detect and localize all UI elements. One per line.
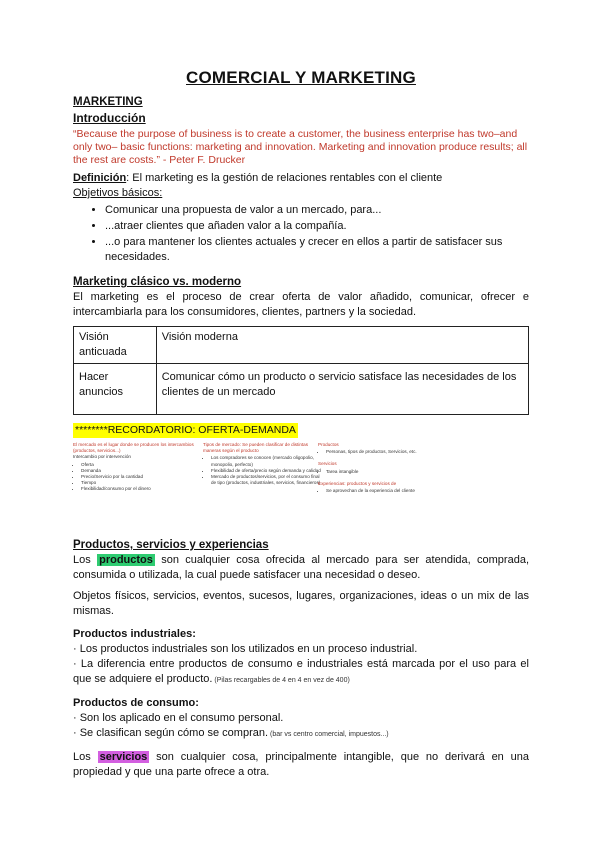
consumer-line-1: · Son los aplicado en el consumo personal. — [73, 712, 284, 724]
consumer-note: (bar vs centro comercial, impuestos...) — [268, 731, 389, 738]
image-col1-item: • Demanda — [81, 468, 201, 474]
vision-table — [73, 326, 529, 415]
image-col2-item: • Flexibilidad de oferta/precio según demanda y calidad — [211, 468, 323, 474]
text-span: · La diferencia entre productos de consumo e industriales está marcada por el uso para el que se adquiere el producto. — [73, 658, 529, 685]
section-heading: MARKETING — [73, 96, 143, 108]
objective-item: • Comunicar una propuesta de valor a un mercado, para... — [105, 203, 529, 218]
image-col2-item: • Los compradores se conocen (mercado oligopolio, monopolio, perfecto) — [211, 455, 323, 467]
products-paragraph-1 — [73, 553, 529, 583]
image-col2-list — [203, 455, 323, 486]
intro-heading: Introducción — [73, 111, 146, 125]
objectives-list — [73, 203, 529, 265]
objective-item: • ...o para mantener los clientes actuales y crecer en ellos a partir de satisfacer sus necesidades. — [105, 235, 529, 265]
text-span: son cualquier cosa ofrecida al mercado para ser atendida, comprada, consumida o utilizada, la cual puede satisfacer una necesidad o deseo. — [73, 554, 529, 581]
document-page — [73, 70, 529, 780]
table-header-row — [74, 327, 529, 364]
image-col3-item: • Se aprovechan de la experiencia del cliente — [326, 488, 418, 494]
image-col2-title: Tipos de mercado: Se pueden clasificar de distintas maneras según el producto — [203, 442, 309, 454]
table-header: Visión moderna — [156, 327, 528, 364]
image-col1-item: • Oferta — [81, 462, 201, 468]
supply-demand-image — [73, 442, 529, 532]
objectives-title: Objetivos básicos: — [73, 187, 163, 199]
consumer-line-2 — [73, 726, 529, 742]
table-row — [74, 364, 529, 415]
image-col1-list — [73, 462, 201, 493]
image-col3-list3 — [318, 488, 418, 494]
image-column-products — [318, 442, 418, 494]
products-heading: Productos, servicios y experiencias — [73, 539, 269, 551]
image-col1-item: • Tiempo — [81, 480, 201, 486]
image-col1-item: • Precio/Servicio por la cantidad — [81, 474, 201, 480]
consumer-heading: Productos de consumo: — [73, 697, 199, 709]
image-col1-item: • Flexibilidad/consumo por el dinero — [81, 486, 201, 492]
definition-text: : El marketing es la gestión de relaciones rentables con el cliente — [126, 172, 443, 184]
table-cell: Hacer anuncios — [74, 364, 157, 415]
image-col1-title: El mercado es el lugar donde se producen los intercambios (productos, servicios...) — [73, 442, 194, 454]
highlight-productos: productos — [99, 554, 153, 566]
table-cell: Comunicar cómo un producto o servicio satisface las necesidades de los clientes de un mercado — [156, 364, 528, 415]
image-col3-r2: Servicios — [318, 461, 337, 467]
industrial-line-1: · Los productos industriales son los utilizados en un proceso industrial. — [73, 643, 418, 655]
classic-text: El marketing es el proceso de crear oferta de valor añadido, comunicar, ofrecer e intercambiarla para los consumidores, clientes, partners y la sociedad. — [73, 291, 529, 318]
image-column-market — [73, 442, 201, 493]
image-col2-item: • Mercado de productos/servicios, por el consumo final de tipo (productos, industriales, servicios, financieros) — [211, 474, 323, 486]
services-paragraph — [73, 750, 529, 780]
industrial-note: (Pilas recargables de 4 en 4 en vez de 400) — [212, 677, 350, 684]
industrial-heading: Productos industriales: — [73, 628, 196, 640]
image-col3-r1: Productos — [318, 442, 339, 447]
classic-heading: Marketing clásico vs. moderno — [73, 276, 242, 288]
objective-item: • ...atraer clientes que añaden valor a la compañía. — [105, 219, 529, 234]
reminder-banner: ********RECORDATORIO: OFERTA-DEMANDA — [75, 424, 296, 436]
image-col3-list1 — [318, 449, 418, 455]
image-col1-sub: Intercambio por intervención — [73, 454, 131, 460]
products-paragraph-2: Objetos físicos, servicios, eventos, sucesos, lugares, organizaciones, ideas o un mix de las mismas. — [73, 590, 529, 617]
image-col3-list2 — [318, 469, 418, 475]
industrial-line-2 — [73, 657, 529, 688]
drucker-quote: “Because the purpose of business is to create a customer, the business enterprise has two–and only two– basic functions: marketing and innovation. Marketing and innovation produce results; all the rest are costs.” - Peter F. Drucker — [73, 128, 528, 166]
text-span: son cualquier cosa, principalmente intangible, que no derivará en una propiedad y que una parte ofrece a otra. — [73, 751, 529, 778]
definition-label: Definición — [73, 172, 127, 184]
table-header: Visión anticuada — [74, 327, 157, 364]
image-col3-item: • Personas, tipos de productos, Servicios, etc. — [326, 449, 418, 455]
definition — [73, 171, 529, 186]
highlight-servicios: servicios — [99, 751, 148, 763]
text-span: Los — [73, 751, 98, 763]
image-col3-r3: Experiencias: productos y servicios de — [318, 480, 397, 486]
document-title: COMERCIAL Y MARKETING — [186, 68, 416, 87]
text-span: Los — [73, 554, 98, 566]
image-col3-item: • Tarea intangible — [326, 469, 418, 475]
image-column-types — [203, 442, 323, 486]
text-span: · Se clasifican según cómo se compran. — [73, 727, 269, 739]
